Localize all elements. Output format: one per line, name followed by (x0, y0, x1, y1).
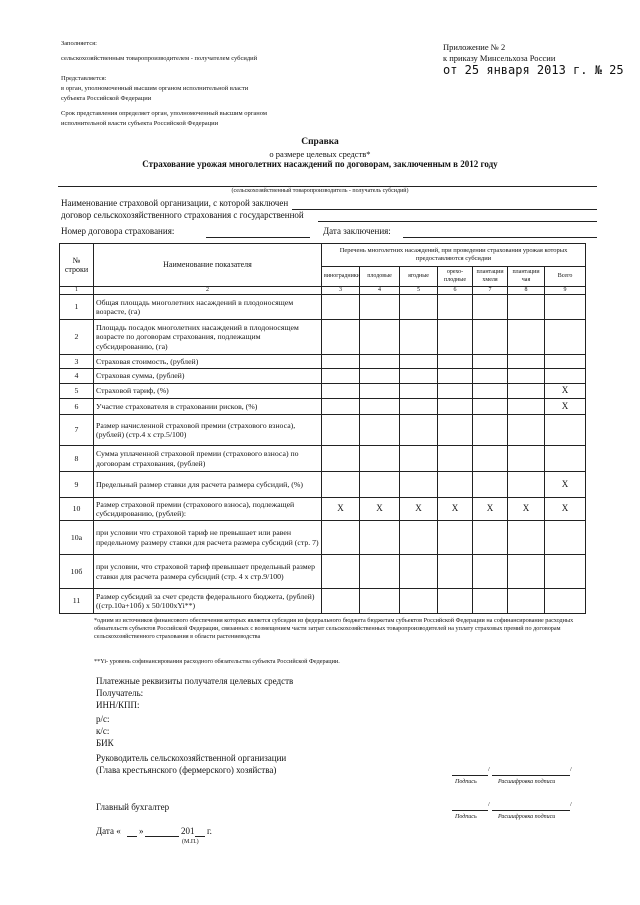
table-row (60, 295, 586, 320)
value-cell[interactable] (508, 415, 545, 446)
value-cell[interactable] (360, 446, 400, 472)
value-cell[interactable] (400, 384, 438, 399)
producer-line (58, 186, 597, 187)
value-cell[interactable] (360, 384, 400, 399)
value-cell[interactable] (360, 399, 400, 415)
row-number: 2 (60, 320, 94, 355)
submit-value-1: в орган, уполномоченный высшим органом исполнительной власти (61, 85, 249, 92)
date-prefix: Дата « (96, 826, 121, 836)
not-applicable-mark: X (473, 498, 508, 521)
value-cell[interactable] (545, 589, 586, 614)
deadline-line-2: исполнительной власти субъекта Российской Федерации (61, 120, 219, 127)
table-row (60, 384, 586, 399)
value-cell[interactable] (508, 589, 545, 614)
head-decode-caption: Расшифровка подписи (498, 779, 556, 785)
value-cell[interactable] (508, 355, 545, 369)
value-cell[interactable] (360, 589, 400, 614)
value-cell[interactable] (400, 415, 438, 446)
table-row (60, 355, 586, 369)
table-row (60, 555, 586, 589)
header-col-5: ягодные (400, 267, 438, 287)
not-applicable-mark: X (545, 498, 586, 521)
header-col-3: виноградники (322, 267, 360, 287)
insurer-line-1[interactable] (292, 209, 597, 210)
row-number: 1 (60, 295, 94, 320)
requisites-title: Платежные реквизиты получателя целевых средств (96, 676, 294, 686)
value-cell[interactable] (438, 295, 473, 320)
row-number: 11 (60, 589, 94, 614)
indicator-name: Площадь посадок многолетних насаждений в плодоносящем возрасте по договорам страхования, подлежащим субсидированию, (га) (94, 320, 322, 355)
subsidy-table (59, 243, 586, 614)
indicator-name: Общая площадь многолетних насаждений в плодоносящем возрасте, (га) (94, 295, 322, 320)
value-cell[interactable] (360, 415, 400, 446)
value-cell[interactable] (438, 369, 473, 384)
value-cell[interactable] (473, 295, 508, 320)
value-cell[interactable] (360, 472, 400, 498)
date-day-field[interactable] (127, 836, 137, 837)
value-cell[interactable] (438, 384, 473, 399)
column-number: 9 (545, 287, 586, 295)
value-cell[interactable] (473, 555, 508, 589)
date-year-prefix: 201 (181, 826, 195, 836)
value-cell[interactable] (545, 415, 586, 446)
value-cell[interactable] (400, 320, 438, 355)
value-cell[interactable] (473, 472, 508, 498)
value-cell[interactable] (400, 369, 438, 384)
settlement-account-label: р/с: (96, 714, 110, 724)
indicator-name: Предельный размер ставки для расчета размера субсидий, (%) (94, 472, 322, 498)
order-reference: к приказу Минсельхоза России (443, 53, 556, 63)
table-row (60, 472, 586, 498)
header-indicator-name: Наименование показателя (94, 244, 322, 287)
row-number: 10б (60, 555, 94, 589)
value-cell[interactable] (473, 369, 508, 384)
indicator-name: Размер начисленной страховой премии (страхового взноса), (рублей) (стр.4 х стр.5/100) (94, 415, 322, 446)
value-cell[interactable] (473, 399, 508, 415)
value-cell[interactable] (473, 521, 508, 555)
value-cell[interactable] (508, 384, 545, 399)
submit-value-2: субъекта Российской Федерации (61, 95, 152, 102)
value-cell[interactable] (508, 369, 545, 384)
contract-number-label: Номер договора страхования: (61, 226, 175, 236)
head-sign-caption: Подпись (455, 779, 477, 785)
value-cell[interactable] (400, 295, 438, 320)
value-cell[interactable] (400, 555, 438, 589)
value-cell[interactable] (473, 320, 508, 355)
value-cell[interactable] (438, 355, 473, 369)
appendix-number: Приложение № 2 (443, 42, 506, 52)
not-applicable-mark: X (400, 498, 438, 521)
accountant-signature-field[interactable] (452, 810, 488, 811)
value-cell[interactable] (545, 320, 586, 355)
column-number: 2 (94, 287, 322, 295)
indicator-name: Страховой тариф, (%) (94, 384, 322, 399)
value-cell[interactable] (545, 521, 586, 555)
indicator-name: Страховая сумма, (рублей) (94, 369, 322, 384)
value-cell[interactable] (545, 369, 586, 384)
header-col-8: плантации чая (508, 267, 545, 287)
value-cell[interactable] (322, 555, 360, 589)
head-decode-field[interactable] (492, 775, 570, 776)
value-cell[interactable] (360, 521, 400, 555)
header-plantings-group: Перечень многолетних насаждений, при проведении страхования урожая которых предоставляются субсидии (322, 244, 586, 267)
column-number: 3 (322, 287, 360, 295)
insurer-label-2: договор сельскохозяйственного страхования с государственной (61, 210, 304, 220)
table-row (60, 369, 586, 384)
value-cell[interactable] (360, 369, 400, 384)
correspondent-account-label: к/с: (96, 726, 110, 736)
value-cell[interactable] (360, 320, 400, 355)
value-cell[interactable] (322, 446, 360, 472)
header-row-number: № строки (60, 244, 94, 287)
value-cell[interactable] (508, 446, 545, 472)
value-cell[interactable] (438, 446, 473, 472)
table-row (60, 399, 586, 415)
row-number: 4 (60, 369, 94, 384)
value-cell[interactable] (322, 355, 360, 369)
row-number: 9 (60, 472, 94, 498)
value-cell[interactable] (508, 472, 545, 498)
row-number: 7 (60, 415, 94, 446)
table-row (60, 446, 586, 472)
accountant-slash-2: / (570, 801, 572, 808)
value-cell[interactable] (322, 589, 360, 614)
not-applicable-mark: X (360, 498, 400, 521)
head-signature-field[interactable] (452, 775, 488, 776)
value-cell[interactable] (322, 472, 360, 498)
indicator-name: Размер страховой премии (страхового взноса), подлежащей субсидированию, (рублей): (94, 498, 322, 521)
header-col-6: орехо-плодные (438, 267, 473, 287)
stamp-label: (М.П.) (182, 839, 199, 845)
submit-label: Представляется: (61, 75, 107, 82)
document-title: Справка (301, 137, 339, 147)
date-mid: » (139, 826, 144, 836)
column-number: 1 (60, 287, 94, 295)
table-row (60, 589, 586, 614)
value-cell[interactable] (322, 369, 360, 384)
date-month-field[interactable] (145, 836, 179, 837)
value-cell[interactable] (400, 355, 438, 369)
value-cell[interactable] (438, 589, 473, 614)
recipient-label: Получатель: (96, 688, 144, 698)
document-subtitle: о размере целевых средств* (269, 149, 371, 159)
fill-label: Заполняется: (61, 40, 97, 47)
row-number: 6 (60, 399, 94, 415)
accountant-label: Главный бухгалтер (96, 802, 170, 812)
bik-label: БИК (96, 738, 114, 748)
not-applicable-mark: X (545, 384, 586, 399)
value-cell[interactable] (545, 446, 586, 472)
value-cell[interactable] (545, 355, 586, 369)
insurer-label-1: Наименование страховой организации, с которой заключен (61, 198, 289, 208)
accountant-slash-1: / (488, 801, 490, 808)
value-cell[interactable] (508, 555, 545, 589)
value-cell[interactable] (322, 399, 360, 415)
value-cell[interactable] (438, 472, 473, 498)
value-cell[interactable] (360, 555, 400, 589)
indicator-name: при условии что страховой тариф не превышает или равен предельному размеру ставки для расчета размера субсидий (стр. 7) (94, 521, 322, 555)
not-applicable-mark: X (438, 498, 473, 521)
value-cell[interactable] (400, 472, 438, 498)
document-subject: Страхование урожая многолетних насаждений по договорам, заключенным в 2012 году (142, 159, 498, 169)
not-applicable-mark: X (545, 472, 586, 498)
value-cell[interactable] (508, 399, 545, 415)
value-cell[interactable] (400, 399, 438, 415)
date-year-field[interactable] (195, 836, 205, 837)
column-number: 5 (400, 287, 438, 295)
not-applicable-mark: X (322, 498, 360, 521)
indicator-name: Сумма уплаченной страховой премии (страхового взноса) по договорам страхования, (рублей) (94, 446, 322, 472)
value-cell[interactable] (438, 320, 473, 355)
value-cell[interactable] (508, 521, 545, 555)
value-cell[interactable] (438, 399, 473, 415)
value-cell[interactable] (473, 446, 508, 472)
value-cell[interactable] (438, 521, 473, 555)
accountant-decode-field[interactable] (492, 810, 570, 811)
value-cell[interactable] (400, 521, 438, 555)
table-row (60, 320, 586, 355)
value-cell[interactable] (322, 384, 360, 399)
head-label-1: Руководитель сельскохозяйственной организации (96, 753, 287, 763)
insurer-line-2[interactable] (318, 221, 597, 222)
value-cell[interactable] (400, 446, 438, 472)
column-number: 8 (508, 287, 545, 295)
value-cell[interactable] (473, 384, 508, 399)
value-cell[interactable] (360, 355, 400, 369)
row-number: 10 (60, 498, 94, 521)
column-number: 6 (438, 287, 473, 295)
header-col-7: плантации хмеля (473, 267, 508, 287)
not-applicable-mark: X (508, 498, 545, 521)
indicator-name: Страховая стоимость, (рублей) (94, 355, 322, 369)
row-number: 5 (60, 384, 94, 399)
contract-number-field[interactable] (206, 237, 310, 238)
contract-date-field[interactable] (403, 237, 597, 238)
value-cell[interactable] (508, 295, 545, 320)
head-slash-1: / (488, 766, 490, 773)
inn-kpp-label: ИНН/КПП: (96, 700, 140, 710)
value-cell[interactable] (545, 295, 586, 320)
indicator-name: Участие страхователя в страховании рисков, (%) (94, 399, 322, 415)
indicator-name: при условии, что страховой тариф превышает предельный размер ставки для расчета размера субсидий (стр. 4 х стр.9/100) (94, 555, 322, 589)
value-cell[interactable] (508, 320, 545, 355)
table-row (60, 415, 586, 446)
accountant-decode-caption: Расшифровка подписи (498, 814, 556, 820)
accountant-sign-caption: Подпись (455, 814, 477, 820)
indicator-name: Размер субсидий за счет средств федерального бюджета, (рублей) ((стр.10а+10б) х 50/100хYi**) (94, 589, 322, 614)
contract-date-label: Дата заключения: (323, 226, 391, 236)
producer-caption: (сельскохозяйственный товаропроизводитель - получатель субсидий) (231, 188, 409, 194)
footnote-1: *одним из источников финансового обеспечения которых является субсидия из федерального бюджета бюджетам субъектов Российской Федерации на софинансирование расходных обязательств субъектов Российской Федерации, связанных с возмещением части затрат сельскохозяйственных товаропроизводителей на уплату страховых премий по договорам сельскохозяйственного страхования в области растениеводства (94, 617, 574, 641)
head-label-2: (Глава крестьянского (фермерского) хозяйства) (96, 765, 277, 775)
row-number: 10а (60, 521, 94, 555)
head-slash-2: / (570, 766, 572, 773)
value-cell[interactable] (400, 589, 438, 614)
deadline-line-1: Срок представления определяет орган, уполномоченный высшим органом (61, 110, 267, 117)
header-col-9: Всего (545, 267, 586, 287)
value-cell[interactable] (322, 320, 360, 355)
value-cell[interactable] (473, 415, 508, 446)
footnote-2: **Yi- уровень софинансирования расходного обязательства субъекта Российской Федерации. (94, 658, 340, 665)
row-number: 8 (60, 446, 94, 472)
header-col-4: плодовые (360, 267, 400, 287)
value-cell[interactable] (473, 355, 508, 369)
date-suffix: г. (207, 826, 212, 836)
value-cell[interactable] (438, 415, 473, 446)
value-cell[interactable] (360, 295, 400, 320)
value-cell[interactable] (322, 295, 360, 320)
value-cell[interactable] (438, 555, 473, 589)
column-number: 4 (360, 287, 400, 295)
value-cell[interactable] (545, 555, 586, 589)
not-applicable-mark: X (545, 399, 586, 415)
table-row (60, 521, 586, 555)
value-cell[interactable] (322, 521, 360, 555)
table-row (60, 498, 586, 521)
row-number: 3 (60, 355, 94, 369)
value-cell[interactable] (322, 415, 360, 446)
fill-value: сельскохозяйственным товаропроизводителем - получателем субсидий (61, 55, 258, 62)
order-date: от 25 января 2013 г. № 25 (443, 63, 624, 77)
column-number: 7 (473, 287, 508, 295)
value-cell[interactable] (473, 589, 508, 614)
